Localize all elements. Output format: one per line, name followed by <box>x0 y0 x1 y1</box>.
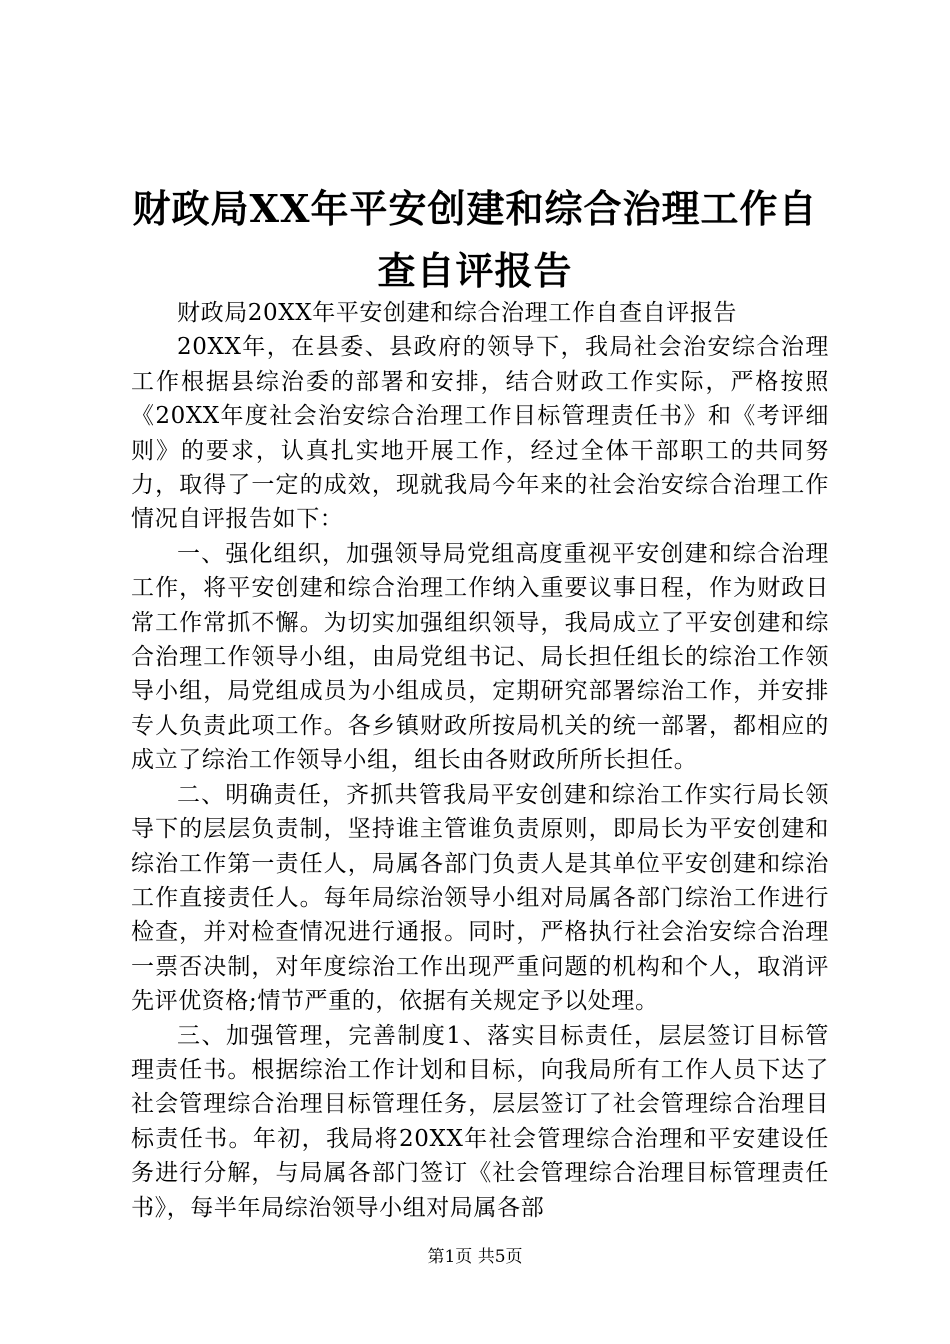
document-title: 财政局XX年平安创建和综合治理工作自查自评报告 <box>132 186 818 293</box>
paragraph-subtitle: 财政局20XX年平安创建和综合治理工作自查自评报告 <box>177 300 738 326</box>
paragraph-section-2: 二、明确责任，齐抓共管我局平安创建和综治工作实行局长领导下的层层负责制，坚持谁主管谁负责原则，即局长为平安创建和综治工作第一责任人，局属各部门负责人是其单位平安创建和综治工作直接责任人。每年局综治领导小组对局属各部门综治工作进行检查，并对检查情况进行通报。同时，严格执行社会治安综合治理一票否决制，对年度综治工作出现严重问题的机构和个人，取消评先评优资格;情节严重的，依据有关规定予以处理。 <box>131 781 829 1015</box>
document-body <box>131 296 829 1225</box>
paragraph-intro: 20XX年，在县委、县政府的领导下，我局社会治安综合治理工作根据县综治委的部署和安排，结合财政工作实际，严格按照《20XX年度社会治安综合治理工作目标管理责任书》和《考评细则》的要求，认真扎实地开展工作，经过全体干部职工的共同努力，取得了一定的成效，现就我局今年来的社会治安综合治理工作情况自评报告如下： <box>131 334 829 533</box>
page-footer: 第1页 共5页 <box>427 1247 523 1267</box>
paragraph-section-3: 三、加强管理，完善制度1、落实目标责任，层层签订目标管理责任书。根据综治工作计划和目标，向我局所有工作人员下达了社会管理综合治理目标管理任务，层层签订了社会管理综合治理目标责任书。年初，我局将20XX年社会管理综合治理和平安建设任务进行分解，与局属各部门签订《社会管理综合治理目标管理责任书》，每半年局综治领导小组对局属各部 <box>131 1022 829 1221</box>
paragraph-section-1: 一、强化组织，加强领导局党组高度重视平安创建和综合治理工作，将平安创建和综合治理工作纳入重要议事日程，作为财政日常工作常抓不懈。为切实加强组织领导，我局成立了平安创建和综合治理工作领导小组，由局党组书记、局长担任组长的综治工作领导小组，局党组成员为小组成员，定期研究部署综治工作，并安排专人负责此项工作。各乡镇财政所按局机关的统一部署，都相应的成立了综治工作领导小组，组长由各财政所所长担任。 <box>131 540 829 774</box>
